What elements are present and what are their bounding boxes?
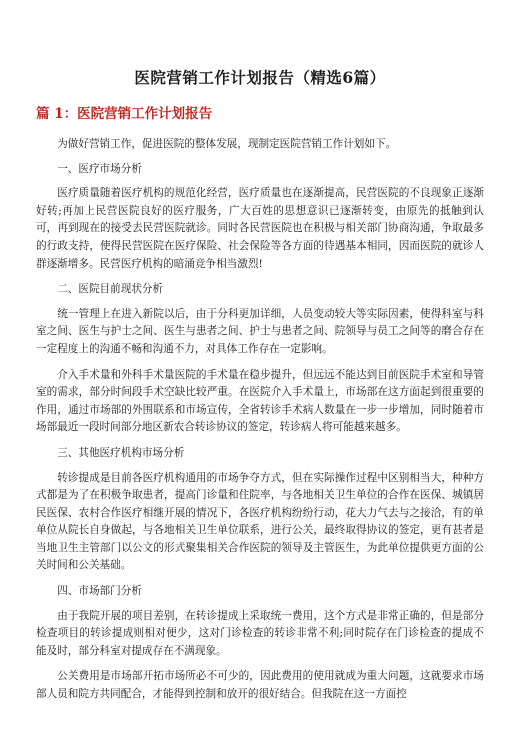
section-heading: 三、其他医疗机构市场分析 bbox=[57, 446, 185, 459]
body-paragraph: 医疗质量随着医疗机构的规范化经营，医疗质量也在逐渐提高，民营医院的不良现象正逐渐好转;再加上民营医院良好的医疗服务，广大百姓的思想意识已逐渐转变，由原先的抵触到认可，再到现在的接受去民营医院就诊。同时各民营医院也在积极与相关部门协商沟通，争取最多的行政支持，使得民营医院在医疗保险、社会保险等各方面的待遇基本相同，因而医院的就诊人群逐渐增多。民营医疗机构的暗涌竞争相当激烈! bbox=[36, 187, 484, 270]
body-paragraph: 公关费用是市场部开拓市场所必不可少的，因此费用的使用就成为重大问题，这就要求市场部人员和院方共同配合，才能得到控制和放开的很好结合。但我院在这一方面控 bbox=[36, 670, 484, 701]
document-title: 医院营销工作计划报告（精选6篇） bbox=[134, 68, 386, 87]
section-heading: 二、医院目前现状分析 bbox=[57, 283, 164, 296]
body-paragraph: 统一管理上在进入新院以后，由于分科更加详细，人员变动较大等实际因素，使得科室与科室之间、医生与护士之间、医生与患者之间、护士与患者之间、院领导与员工之间等的磨合存在一定程度上的沟通不畅和沟通不力，对具体工作存在一定影响。 bbox=[36, 307, 484, 355]
section-title: 篇 1：医院营销工作计划报告 bbox=[36, 106, 213, 122]
section-other-institutions bbox=[36, 445, 484, 575]
section-heading: 四、市场部门分析 bbox=[57, 585, 142, 598]
section-current-status bbox=[36, 281, 484, 437]
section-heading: 一、医疗市场分析 bbox=[57, 162, 142, 175]
body-paragraph: 转诊提成是目前各医疗机构通用的市场争夺方式，但在实际操作过程中区别相当大，种种方式都是为了在积极争取患者，提高门诊量和住院率，与各地相关卫生单位的合作在医保、城镇居民医保、农村合作医疗相继开展的情况下，各医疗机构纷纷行动，花大力气去与之接洽，有的单单位从院长自身做起，与各地相关卫生单位联系，进行公关，最终取得协议的签定，更有甚者是当地卫生主管部门以公文的形式聚集相关合作医院的领导及主管医生，为此单位提供更方面的公关时间和公关基础。 bbox=[36, 471, 484, 572]
body-paragraph: 由于我院开展的项目差别，在转诊提成上采取统一费用，这个方式是非常正确的，但是部分检查项目的转诊提成则相对便少，这对门诊检查的转诊非常不利;同时院存在门诊检查的提成不能及时，部分科室对提成存在不满现象。 bbox=[36, 609, 484, 657]
intro-paragraph: 为做好营销工作，促进医院的整体发展，现制定医院营销工作计划如下。 bbox=[57, 138, 397, 150]
section-marketing-department bbox=[36, 583, 484, 704]
section-market-analysis bbox=[36, 161, 484, 274]
body-paragraph: 介入手术量和外科手术量医院的手术量在稳步提升，但远远不能达到目前医院手术室和导管室的需求，部分时间段手术空缺比较严重。在医院介入手术量上，市场部在这方面起到很重要的作用，通过市场部的外围联系和市场宣传，全省转诊手术病人数量在一步一步增加，同时随着市场部最近一段时间部分地区新农合转诊协议的签定，转诊病人将可能越来越多。 bbox=[36, 368, 484, 434]
